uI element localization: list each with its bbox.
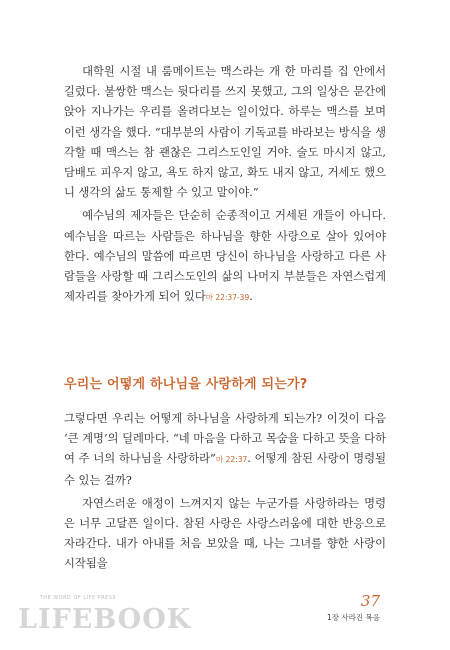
paragraph-1: 대학원 시절 내 룸메이트는 맥스라는 개 한 마리를 집 안에서 길렀다. 불쌍한 맥스는 뒷다리를 쓰지 못했고, 그의 일상은 문간에 앉아 지나가는 우리를 올려다보는 일이었다. 하루는 맥스를 보며 이런 생각을 했다. “대부분의 사람이 기독교를 바라보는 방식을 생각할 때 맥스는 참 괜찮은 그리스도인일 거야. 술도 마시지 않고, 담배도 피우지 않고, 욕도 하지 않고, 화도 내지 않고, 거세도 했으니 생각의 삶도 통제할 수 있고 말이야.” <box>64 65 386 200</box>
page-number: 37 <box>360 592 380 610</box>
section-heading: 우리는 어떻게 하나님을 사랑하게 되는가? <box>64 377 308 392</box>
scripture-reference: 마 22:37-39 <box>205 293 250 303</box>
logo-wordmark: LIFEBOOK <box>18 604 192 635</box>
body-block-bottom <box>64 409 386 578</box>
paragraph-4: 자연스러운 애정이 느껴지지 않는 누군가를 사랑하라는 명령은 너무 고달픈 일이다. 참된 사랑은 사랑스러움에 대한 반응으로 자라간다. 내가 아내를 처음 보았을 때, 나는 그녀를 향한 사랑이 시작됨을 <box>64 496 386 571</box>
paragraph-2-end: . <box>249 290 253 304</box>
paragraph-3-end: . 어떻게 참된 사랑이 명령될 수 있는 걸까? <box>64 452 386 487</box>
scripture-reference: 마 22:37 <box>215 455 248 465</box>
paragraph-3-text: 그렇다면 우리는 어떻게 하나님을 사랑하게 되는가? 이것이 다음 ‘큰 계명’의 딜레마다. “네 마음을 다하고 목숨을 다하고 뜻을 다하여 주 너의 하나님을 사랑하라” <box>64 412 386 466</box>
paragraph-2-text: 예수님의 제자들은 단순히 순종적이고 거세된 개들이 아니다. 예수님을 따르는 사람들은 하나님을 향한 사랑으로 살아 있어야 한다. 예수님의 말씀에 따르면 당신이 하나님을 사랑하고 다른 사람들을 사랑할 때 그리스도인의 삶의 나머지 부분들은 자연스럽게 제자리를 찾아가게 되어 있다 <box>64 209 386 304</box>
publisher-logo <box>18 596 192 640</box>
logo-tagline: THE WORD OF LIFE PRESS <box>39 596 117 601</box>
paragraph-3 <box>64 409 386 491</box>
body-block-top <box>64 62 386 311</box>
paragraph-2 <box>64 206 386 308</box>
running-head: 1장 사라진 복음 <box>326 613 380 622</box>
